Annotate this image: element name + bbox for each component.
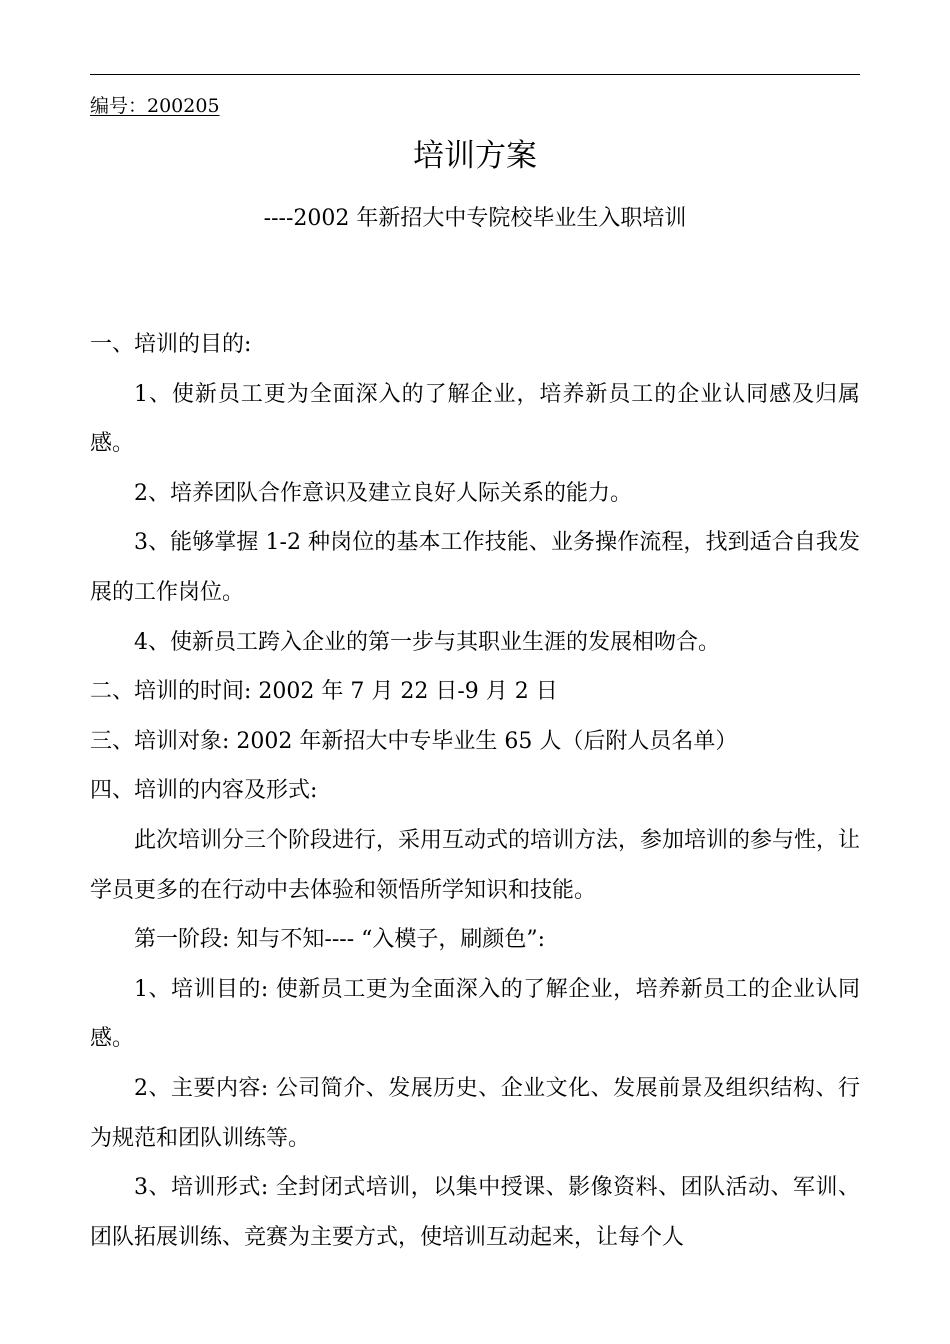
section-heading-audience: 三、培训对象: 2002 年新招大中专毕业生 65 人（后附人员名单） <box>90 728 738 754</box>
document-body <box>90 320 860 1262</box>
section-heading-time: 二、培训的时间: 2002 年 7 月 22 日-9 月 2 日 <box>90 679 558 705</box>
content-intro: 此次培训分三个阶段进行，采用互动式的培训方法，参加培训的参与性，让学员更多的在行动中去体验和领悟所学知识和技能。 <box>90 827 861 903</box>
purpose-item-2: 2、培养团队合作意识及建立良好人际关系的能力。 <box>134 480 632 506</box>
purpose-item-3: 3、能够掌握 1-2 种岗位的基本工作技能、业务操作流程，找到适合自我发展的工作岗位。 <box>90 530 860 605</box>
stage-one-item-1: 1、培训目的: 使新员工更为全面深入的了解企业，培养新员工的企业认同感。 <box>90 976 860 1052</box>
purpose-item-1: 1、使新员工更为全面深入的了解企业，培养新员工的企业认同感及归属感。 <box>90 381 860 457</box>
section-heading-purpose: 一、培训的目的: <box>90 332 252 357</box>
stage-one-heading: 第一阶段: 知与不知---- “入模子，刷颜色”: <box>134 927 546 953</box>
section-heading-content: 四、培训的内容及形式: <box>90 778 318 804</box>
document-subtitle: ----2002 年新招大中专院校毕业生入职培训 <box>263 206 687 231</box>
stage-one-item-2: 2、主要内容: 公司简介、发展历史、企业文化、发展前景及组织结构、行为规范和团队训练等。 <box>90 1075 860 1151</box>
purpose-item-4: 4、使新员工跨入企业的第一步与其职业生涯的发展相吻合。 <box>134 629 720 655</box>
document-number: 编号：200205 <box>90 95 220 117</box>
header-rule <box>90 74 860 75</box>
document-title: 培训方案 <box>413 138 537 174</box>
stage-one-item-3: 3、培训形式: 全封闭式培训，以集中授课、影像资料、团队活动、军训、团队拓展训练、竞赛为主要方式，使培训互动起来，让每个人 <box>90 1175 860 1250</box>
